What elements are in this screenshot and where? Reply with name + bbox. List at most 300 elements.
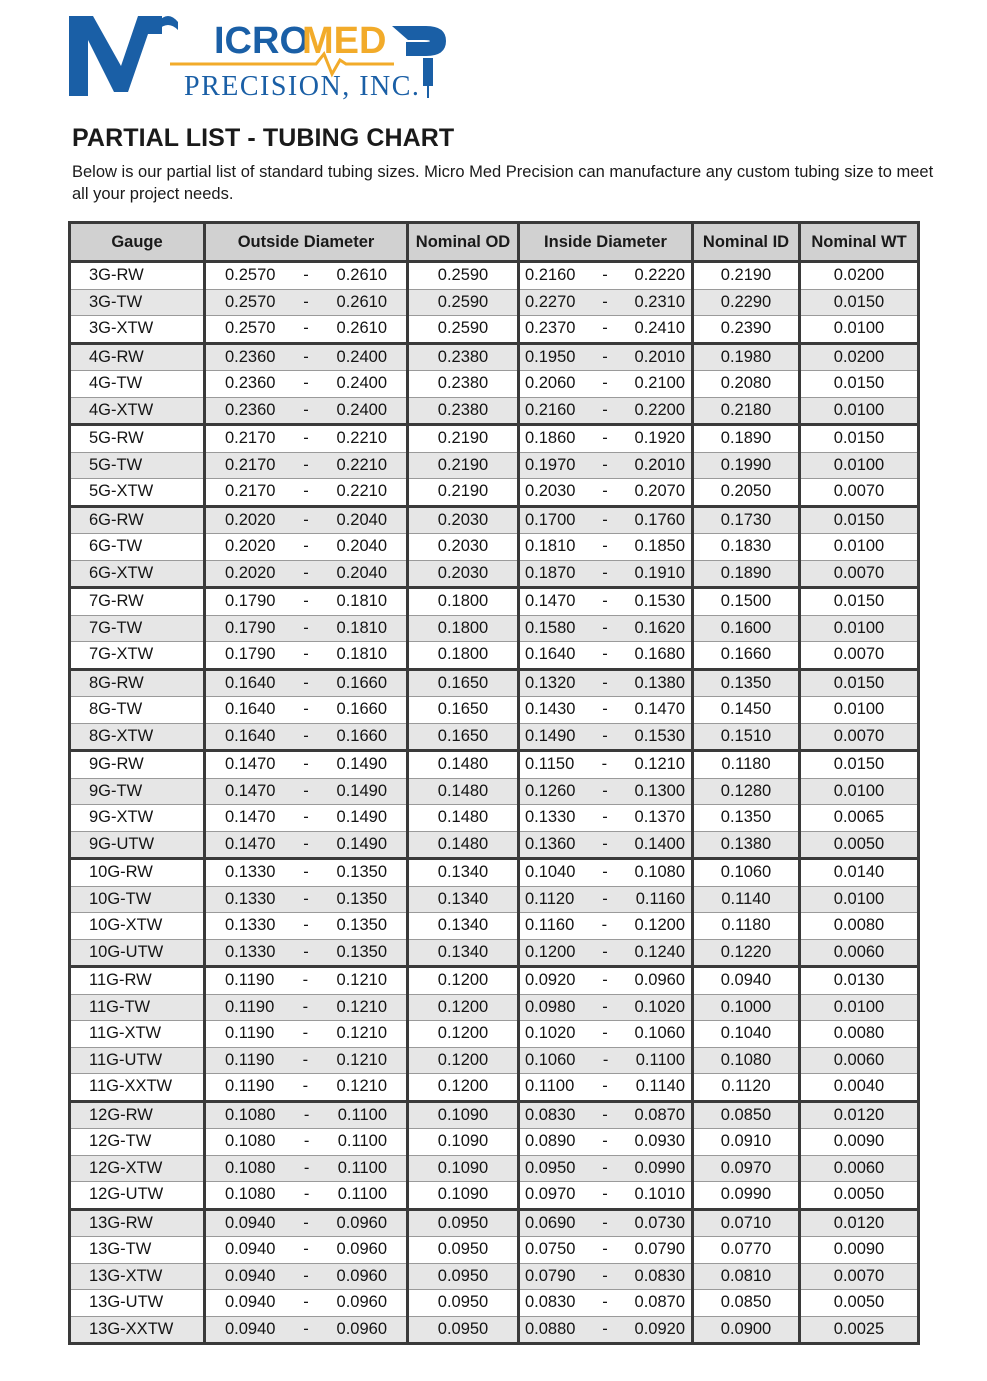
- table-row: [70, 697, 919, 724]
- cell-nominal-wt: 0.0060: [800, 1155, 919, 1182]
- cell-outside-diameter-min: 0.1470: [225, 781, 276, 800]
- cell-nominal-wt: 0.0130: [800, 967, 919, 995]
- cell-outside-diameter-min: 0.1330: [225, 916, 276, 935]
- cell-nominal-id: 0.2290: [693, 289, 800, 316]
- cell-outside-diameter-max: 0.1210: [336, 1050, 387, 1069]
- cell-inside-diameter-max: 0.1060: [634, 1024, 685, 1043]
- cell-nominal-wt: 0.0100: [800, 886, 919, 913]
- range-dash: -: [602, 400, 608, 419]
- range-dash: -: [602, 510, 608, 529]
- cell-inside-diameter-min: 0.0920: [525, 971, 576, 990]
- cell-outside-diameter: [205, 805, 408, 832]
- cell-inside-diameter-min: 0.1860: [525, 429, 576, 448]
- table-row: [70, 506, 919, 534]
- range-dash: -: [303, 1105, 310, 1124]
- cell-gauge: 9G-RW: [70, 751, 205, 779]
- cell-inside-diameter-min: 0.1950: [525, 347, 576, 366]
- cell-inside-diameter-max: 0.2010: [634, 347, 685, 366]
- cell-inside-diameter: [519, 316, 693, 344]
- range-dash: -: [303, 429, 309, 448]
- cell-inside-diameter-max: 0.1100: [635, 1050, 685, 1069]
- tubing-chart: [68, 221, 920, 1345]
- range-dash: -: [602, 1240, 608, 1259]
- cell-outside-diameter-max: 0.1810: [336, 618, 387, 637]
- cell-inside-diameter-max: 0.0930: [634, 1132, 685, 1151]
- cell-nominal-od: 0.1340: [408, 886, 519, 913]
- table-row: [70, 425, 919, 453]
- cell-outside-diameter-max: 0.1810: [336, 592, 387, 611]
- cell-outside-diameter: [205, 859, 408, 887]
- cell-outside-diameter-max: 0.1350: [336, 889, 387, 908]
- range-dash: -: [602, 563, 608, 582]
- cell-nominal-od: 0.2590: [408, 262, 519, 290]
- range-dash: -: [602, 971, 608, 990]
- cell-nominal-wt: 0.0070: [800, 479, 919, 507]
- cell-inside-diameter-max: 0.1910: [634, 563, 685, 582]
- cell-outside-diameter-max: 0.1210: [336, 1077, 387, 1096]
- cell-inside-diameter-max: 0.1620: [634, 618, 685, 637]
- cell-inside-diameter-min: 0.1810: [525, 537, 576, 556]
- table-row: [70, 642, 919, 670]
- cell-inside-diameter-max: 0.1020: [634, 997, 685, 1016]
- cell-inside-diameter-min: 0.1360: [525, 834, 576, 853]
- cell-nominal-wt: 0.0090: [800, 1129, 919, 1156]
- cell-outside-diameter-max: 0.2400: [336, 374, 387, 393]
- cell-inside-diameter-max: 0.2410: [634, 319, 685, 338]
- cell-outside-diameter: [205, 1129, 408, 1156]
- cell-inside-diameter-min: 0.1100: [525, 1077, 575, 1096]
- cell-outside-diameter: [205, 506, 408, 534]
- cell-inside-diameter: [519, 967, 693, 995]
- cell-outside-diameter-min: 0.2020: [225, 537, 276, 556]
- table-row: [70, 1290, 919, 1317]
- range-dash: -: [303, 700, 309, 719]
- cell-nominal-id: 0.1220: [693, 939, 800, 967]
- cell-nominal-od: 0.0950: [408, 1209, 519, 1237]
- cell-inside-diameter-max: 0.1010: [634, 1185, 685, 1204]
- range-dash: -: [602, 1185, 608, 1204]
- cell-outside-diameter: [205, 588, 408, 616]
- cell-inside-diameter: [519, 1316, 693, 1344]
- cell-inside-diameter-min: 0.2060: [525, 374, 576, 393]
- table-row: [70, 669, 919, 697]
- table-row: [70, 588, 919, 616]
- cell-outside-diameter-max: 0.0960: [336, 1319, 387, 1338]
- cell-nominal-od: 0.0950: [408, 1316, 519, 1344]
- table-header-row: [70, 223, 919, 262]
- table-row: [70, 1047, 919, 1074]
- cell-nominal-id: 0.1180: [693, 913, 800, 940]
- cell-nominal-od: 0.1200: [408, 1074, 519, 1102]
- cell-nominal-id: 0.0900: [693, 1316, 800, 1344]
- cell-inside-diameter: [519, 1209, 693, 1237]
- range-dash: -: [303, 455, 309, 474]
- cell-inside-diameter: [519, 1290, 693, 1317]
- cell-outside-diameter-min: 0.1330: [225, 863, 276, 882]
- cell-nominal-wt: 0.0150: [800, 588, 919, 616]
- cell-outside-diameter-min: 0.2170: [225, 455, 276, 474]
- cell-inside-diameter-max: 0.2310: [634, 292, 685, 311]
- range-dash: -: [602, 319, 608, 338]
- cell-outside-diameter-min: 0.2570: [225, 266, 276, 285]
- cell-nominal-id: 0.1380: [693, 831, 800, 859]
- cell-gauge: 8G-TW: [70, 697, 205, 724]
- cell-gauge: 5G-RW: [70, 425, 205, 453]
- cell-inside-diameter-max: 0.1140: [635, 1077, 685, 1096]
- cell-gauge: 7G-RW: [70, 588, 205, 616]
- cell-outside-diameter-min: 0.1190: [225, 1050, 275, 1069]
- table-row: [70, 1155, 919, 1182]
- range-dash: -: [602, 374, 608, 393]
- cell-nominal-wt: 0.0150: [800, 669, 919, 697]
- cell-outside-diameter-min: 0.2170: [225, 482, 276, 501]
- cell-inside-diameter: [519, 1155, 693, 1182]
- cell-inside-diameter-min: 0.2370: [525, 319, 576, 338]
- cell-outside-diameter-max: 0.0960: [336, 1293, 387, 1312]
- cell-nominal-id: 0.1830: [693, 534, 800, 561]
- cell-outside-diameter: [205, 560, 408, 588]
- cell-inside-diameter-min: 0.1120: [525, 889, 575, 908]
- cell-inside-diameter-max: 0.1210: [634, 755, 685, 774]
- table-row: [70, 397, 919, 425]
- cell-nominal-wt: 0.0150: [800, 506, 919, 534]
- cell-inside-diameter-max: 0.1240: [634, 942, 685, 961]
- range-dash: -: [302, 1050, 309, 1069]
- range-dash: -: [303, 863, 309, 882]
- cell-nominal-od: 0.1200: [408, 967, 519, 995]
- cell-nominal-od: 0.1090: [408, 1129, 519, 1156]
- cell-nominal-id: 0.0910: [693, 1129, 800, 1156]
- cell-nominal-id: 0.1500: [693, 588, 800, 616]
- range-dash: -: [303, 618, 309, 637]
- cell-outside-diameter: [205, 913, 408, 940]
- table-row: [70, 1021, 919, 1048]
- cell-nominal-wt: 0.0070: [800, 642, 919, 670]
- cell-gauge: 9G-TW: [70, 778, 205, 805]
- cell-outside-diameter-min: 0.1640: [225, 726, 276, 745]
- range-dash: -: [602, 1158, 608, 1177]
- cell-outside-diameter-min: 0.1080: [225, 1105, 276, 1124]
- cell-gauge: 4G-RW: [70, 343, 205, 371]
- cell-inside-diameter-max: 0.1160: [635, 889, 685, 908]
- cell-outside-diameter-min: 0.1470: [225, 755, 276, 774]
- range-dash: -: [602, 781, 608, 800]
- table-row: [70, 560, 919, 588]
- cell-nominal-wt: 0.0100: [800, 397, 919, 425]
- cell-gauge: 7G-TW: [70, 615, 205, 642]
- col-header-outside-diameter: Outside Diameter: [205, 223, 408, 262]
- cell-outside-diameter-max: 0.1490: [336, 781, 387, 800]
- cell-gauge: 13G-UTW: [70, 1290, 205, 1317]
- cell-nominal-od: 0.1480: [408, 778, 519, 805]
- cell-outside-diameter: [205, 994, 408, 1021]
- cell-outside-diameter-min: 0.2170: [225, 429, 276, 448]
- cell-nominal-od: 0.2190: [408, 425, 519, 453]
- range-dash: -: [602, 673, 608, 692]
- cell-outside-diameter-min: 0.2570: [225, 292, 276, 311]
- cell-nominal-id: 0.0770: [693, 1237, 800, 1264]
- cell-gauge: 13G-TW: [70, 1237, 205, 1264]
- cell-inside-diameter: [519, 479, 693, 507]
- range-dash: -: [602, 834, 608, 853]
- range-dash: -: [601, 755, 608, 774]
- cell-outside-diameter: [205, 289, 408, 316]
- cell-outside-diameter-min: 0.1080: [225, 1158, 276, 1177]
- cell-inside-diameter-min: 0.1970: [525, 455, 576, 474]
- cell-inside-diameter: [519, 1101, 693, 1129]
- range-dash: -: [602, 537, 608, 556]
- col-header-gauge: Gauge: [70, 223, 205, 262]
- cell-inside-diameter-min: 0.0830: [525, 1293, 576, 1312]
- range-dash: -: [303, 673, 309, 692]
- cell-inside-diameter-max: 0.1920: [634, 429, 685, 448]
- cell-gauge: 4G-XTW: [70, 397, 205, 425]
- range-dash: -: [303, 1158, 310, 1177]
- cell-nominal-wt: 0.0100: [800, 697, 919, 724]
- table-row: [70, 1101, 919, 1129]
- cell-gauge: 10G-RW: [70, 859, 205, 887]
- cell-outside-diameter: [205, 697, 408, 724]
- cell-inside-diameter-min: 0.1640: [525, 645, 576, 664]
- cell-nominal-od: 0.2380: [408, 371, 519, 398]
- cell-inside-diameter: [519, 534, 693, 561]
- cell-outside-diameter-min: 0.1330: [225, 942, 276, 961]
- cell-outside-diameter: [205, 1101, 408, 1129]
- cell-inside-diameter-min: 0.2160: [525, 266, 576, 285]
- range-dash: -: [303, 266, 309, 285]
- cell-inside-diameter: [519, 1263, 693, 1290]
- cell-nominal-id: 0.0810: [693, 1263, 800, 1290]
- cell-nominal-od: 0.0950: [408, 1263, 519, 1290]
- range-dash: -: [303, 592, 309, 611]
- cell-nominal-id: 0.0850: [693, 1101, 800, 1129]
- table-row: [70, 859, 919, 887]
- logo-subtitle: PRECISION, INC.: [184, 71, 421, 102]
- cell-inside-diameter: [519, 452, 693, 479]
- cell-nominal-wt: 0.0050: [800, 1182, 919, 1210]
- cell-nominal-id: 0.1660: [693, 642, 800, 670]
- cell-inside-diameter-min: 0.1040: [525, 863, 576, 882]
- cell-inside-diameter: [519, 939, 693, 967]
- cell-gauge: 11G-XXTW: [70, 1074, 205, 1102]
- cell-outside-diameter: [205, 751, 408, 779]
- cell-nominal-id: 0.1450: [693, 697, 800, 724]
- range-dash: -: [303, 563, 309, 582]
- table-row: [70, 1182, 919, 1210]
- cell-inside-diameter: [519, 1074, 693, 1102]
- cell-nominal-od: 0.1650: [408, 723, 519, 751]
- cell-gauge: 12G-UTW: [70, 1182, 205, 1210]
- cell-nominal-id: 0.1600: [693, 615, 800, 642]
- cell-nominal-wt: 0.0065: [800, 805, 919, 832]
- cell-nominal-id: 0.1280: [693, 778, 800, 805]
- range-dash: -: [302, 971, 309, 990]
- company-logo: [66, 8, 466, 104]
- cell-nominal-wt: 0.0050: [800, 1290, 919, 1317]
- cell-inside-diameter-min: 0.2030: [525, 482, 576, 501]
- range-dash: -: [602, 863, 608, 882]
- cell-inside-diameter-min: 0.1200: [525, 942, 576, 961]
- cell-inside-diameter: [519, 397, 693, 425]
- cell-outside-diameter-min: 0.0940: [225, 1240, 276, 1259]
- cell-inside-diameter-max: 0.1400: [634, 834, 685, 853]
- cell-nominal-id: 0.1510: [693, 723, 800, 751]
- cell-inside-diameter-min: 0.0890: [525, 1132, 576, 1151]
- range-dash: -: [602, 700, 608, 719]
- cell-nominal-wt: 0.0080: [800, 1021, 919, 1048]
- range-dash: -: [602, 266, 608, 285]
- cell-inside-diameter: [519, 1047, 693, 1074]
- cell-outside-diameter-min: 0.1080: [225, 1185, 276, 1204]
- range-dash: -: [303, 1185, 310, 1204]
- cell-nominal-id: 0.1040: [693, 1021, 800, 1048]
- cell-inside-diameter: [519, 886, 693, 913]
- range-dash: -: [602, 1213, 608, 1232]
- cell-nominal-id: 0.0850: [693, 1290, 800, 1317]
- col-header-nominal-od: Nominal OD: [408, 223, 519, 262]
- cell-outside-diameter: [205, 534, 408, 561]
- range-dash: -: [303, 1319, 309, 1338]
- cell-inside-diameter-max: 0.2070: [634, 482, 685, 501]
- cell-gauge: 3G-TW: [70, 289, 205, 316]
- cell-gauge: 10G-TW: [70, 886, 205, 913]
- cell-inside-diameter: [519, 425, 693, 453]
- range-dash: -: [303, 781, 309, 800]
- cell-gauge: 4G-TW: [70, 371, 205, 398]
- cell-nominal-od: 0.1800: [408, 615, 519, 642]
- range-dash: -: [602, 429, 608, 448]
- cell-nominal-id: 0.0970: [693, 1155, 800, 1182]
- cell-nominal-od: 0.0950: [408, 1290, 519, 1317]
- range-dash: -: [602, 592, 608, 611]
- range-dash: -: [303, 374, 309, 393]
- range-dash: -: [602, 618, 608, 637]
- range-dash: -: [602, 482, 608, 501]
- cell-gauge: 12G-XTW: [70, 1155, 205, 1182]
- cell-inside-diameter-max: 0.1530: [634, 726, 685, 745]
- cell-nominal-id: 0.2180: [693, 397, 800, 425]
- cell-outside-diameter-max: 0.1490: [336, 834, 387, 853]
- cell-nominal-wt: 0.0100: [800, 452, 919, 479]
- cell-outside-diameter-min: 0.1080: [225, 1132, 276, 1151]
- range-dash: -: [602, 455, 608, 474]
- cell-outside-diameter: [205, 939, 408, 967]
- cell-nominal-id: 0.1060: [693, 859, 800, 887]
- cell-gauge: 12G-RW: [70, 1101, 205, 1129]
- range-dash: -: [601, 916, 608, 935]
- cell-outside-diameter: [205, 642, 408, 670]
- cell-outside-diameter-max: 0.0960: [336, 1240, 387, 1259]
- cell-inside-diameter-max: 0.0730: [634, 1213, 685, 1232]
- cell-outside-diameter-min: 0.0940: [225, 1213, 276, 1232]
- intro-paragraph: Below is our partial list of standard tubing sizes. Micro Med Precision can manufacture any custom tubing size to meet all your project needs.: [72, 163, 934, 203]
- cell-inside-diameter: [519, 560, 693, 588]
- cell-nominal-od: 0.0950: [408, 1237, 519, 1264]
- cell-outside-diameter: [205, 1182, 408, 1210]
- cell-outside-diameter: [205, 371, 408, 398]
- cell-inside-diameter-max: 0.0960: [634, 971, 685, 990]
- cell-nominal-od: 0.1340: [408, 913, 519, 940]
- cell-inside-diameter-min: 0.1700: [525, 510, 576, 529]
- cell-nominal-od: 0.1200: [408, 1047, 519, 1074]
- cell-outside-diameter-max: 0.2040: [336, 563, 387, 582]
- cell-inside-diameter: [519, 778, 693, 805]
- table-row: [70, 967, 919, 995]
- cell-nominal-wt: 0.0120: [800, 1209, 919, 1237]
- cell-nominal-od: 0.2030: [408, 506, 519, 534]
- cell-outside-diameter: [205, 778, 408, 805]
- range-dash: -: [302, 997, 309, 1016]
- cell-outside-diameter-max: 0.2400: [336, 400, 387, 419]
- table-row: [70, 939, 919, 967]
- cell-gauge: 7G-XTW: [70, 642, 205, 670]
- range-dash: -: [602, 1266, 608, 1285]
- range-dash: -: [303, 889, 309, 908]
- col-header-inside-diameter: Inside Diameter: [519, 223, 693, 262]
- cell-inside-diameter-min: 0.2160: [525, 400, 576, 419]
- cell-inside-diameter-min: 0.1870: [525, 563, 576, 582]
- cell-nominal-id: 0.1990: [693, 452, 800, 479]
- cell-nominal-od: 0.2380: [408, 397, 519, 425]
- cell-inside-diameter-max: 0.1300: [634, 781, 685, 800]
- range-dash: -: [602, 726, 608, 745]
- range-dash: -: [602, 1050, 609, 1069]
- cell-inside-diameter: [519, 343, 693, 371]
- cell-outside-diameter: [205, 1263, 408, 1290]
- cell-nominal-wt: 0.0080: [800, 913, 919, 940]
- range-dash: -: [303, 292, 309, 311]
- cell-outside-diameter-min: 0.2360: [225, 347, 276, 366]
- cell-inside-diameter-max: 0.1760: [634, 510, 685, 529]
- range-dash: -: [303, 347, 309, 366]
- table-row: [70, 886, 919, 913]
- table-row: [70, 994, 919, 1021]
- cell-inside-diameter: [519, 994, 693, 1021]
- cell-inside-diameter-min: 0.2270: [525, 292, 576, 311]
- cell-nominal-id: 0.1890: [693, 425, 800, 453]
- cell-inside-diameter-max: 0.1200: [634, 916, 685, 935]
- cell-outside-diameter-max: 0.1660: [336, 673, 387, 692]
- cell-nominal-od: 0.1340: [408, 859, 519, 887]
- cell-nominal-od: 0.1650: [408, 669, 519, 697]
- logo-word-med: MED: [302, 20, 387, 62]
- cell-nominal-wt: 0.0060: [800, 1047, 919, 1074]
- cell-outside-diameter-max: 0.1350: [336, 942, 387, 961]
- cell-outside-diameter-min: 0.1790: [225, 618, 276, 637]
- table-row: [70, 778, 919, 805]
- cell-inside-diameter: [519, 1129, 693, 1156]
- cell-outside-diameter-max: 0.1100: [337, 1185, 387, 1204]
- cell-outside-diameter: [205, 397, 408, 425]
- cell-outside-diameter-min: 0.1190: [225, 1024, 275, 1043]
- range-dash: -: [302, 1077, 309, 1096]
- range-dash: -: [602, 997, 608, 1016]
- cell-gauge: 5G-TW: [70, 452, 205, 479]
- table-row: [70, 534, 919, 561]
- cell-gauge: 10G-UTW: [70, 939, 205, 967]
- cell-inside-diameter-min: 0.0790: [525, 1266, 576, 1285]
- cell-nominal-id: 0.1140: [693, 886, 800, 913]
- table-row: [70, 1129, 919, 1156]
- cell-nominal-id: 0.2190: [693, 262, 800, 290]
- cell-gauge: 11G-UTW: [70, 1047, 205, 1074]
- range-dash: -: [602, 942, 608, 961]
- range-dash: -: [602, 1024, 608, 1043]
- cell-inside-diameter-max: 0.1530: [634, 592, 685, 611]
- cell-nominal-id: 0.2080: [693, 371, 800, 398]
- cell-gauge: 12G-TW: [70, 1129, 205, 1156]
- cell-outside-diameter: [205, 967, 408, 995]
